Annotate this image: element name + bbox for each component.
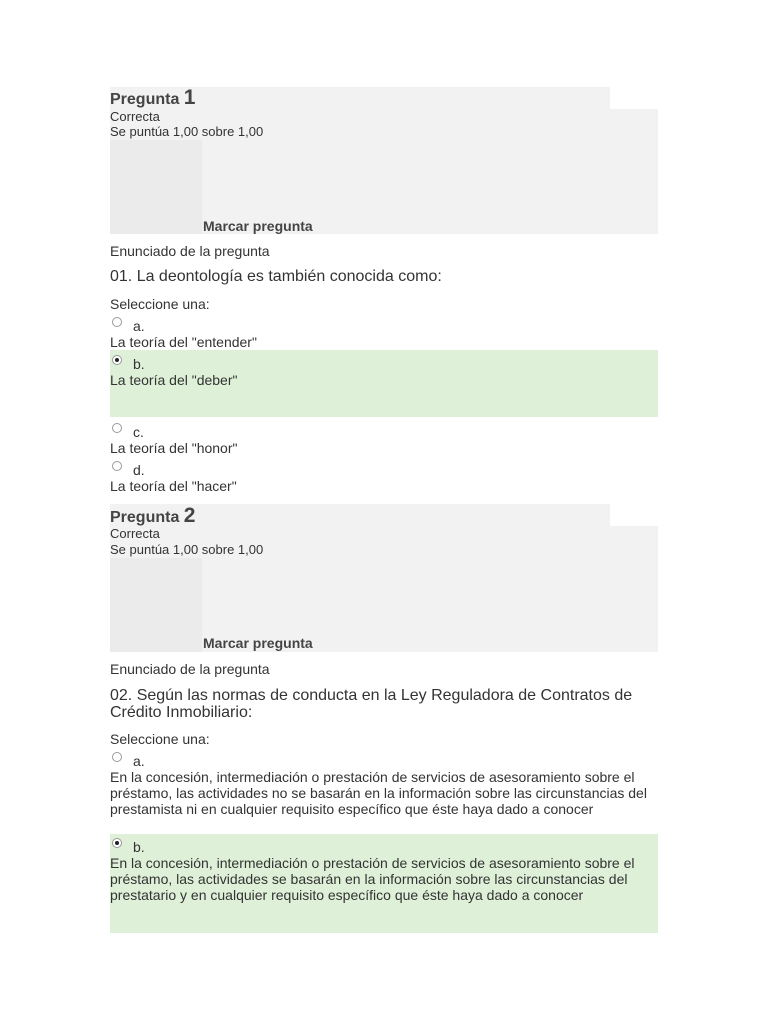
- question-info-side: [110, 558, 202, 652]
- question-score: Se puntúa 1,00 sobre 1,00: [110, 124, 264, 139]
- statement-label: Enunciado de la pregunta: [110, 661, 270, 677]
- option-text: En la concesión, intermediación o prestación de servicios de asesoramiento sobre el préstamo, las actividades se basarán en la información sobre las circunstancias del prestatario y en cualquier requisito específico que éste haya dado a conocer: [110, 855, 635, 903]
- radio-button[interactable]: [112, 317, 122, 327]
- statement-label: Enunciado de la pregunta: [110, 243, 270, 259]
- option-text: La teoría del "honor": [110, 440, 238, 456]
- option-letter: d.: [133, 462, 145, 478]
- flag-question-link[interactable]: Marcar pregunta: [203, 635, 313, 651]
- radio-button[interactable]: [112, 423, 122, 433]
- question-text: 01. La deontología es también conocida como:: [110, 268, 442, 285]
- question-title: [110, 506, 195, 528]
- question-title-word: Pregunta: [110, 91, 180, 108]
- option-letter: a.: [133, 753, 145, 769]
- select-one-label: Seleccione una:: [110, 731, 210, 747]
- option-letter: c.: [133, 424, 144, 440]
- option-text: La teoría del "deber": [110, 372, 238, 388]
- question-title-word: Pregunta: [110, 509, 180, 526]
- option-text: La teoría del "hacer": [110, 478, 237, 494]
- question-number: 1: [183, 86, 196, 109]
- radio-button-checked[interactable]: [112, 838, 122, 848]
- select-one-label: Seleccione una:: [110, 296, 210, 312]
- question-info-side: [110, 140, 202, 234]
- option-letter: b.: [133, 356, 145, 372]
- question-status: Correcta: [110, 526, 160, 541]
- question-number: 2: [183, 504, 196, 527]
- radio-button-checked[interactable]: [112, 355, 122, 365]
- option-text: La teoría del "entender": [110, 334, 257, 350]
- option-text: En la concesión, intermediación o prestación de servicios de asesoramiento sobre el préstamo, las actividades no se basarán en la información sobre las circunstancias del prestamista ni en cualquier requisito específico que éste haya dado a conocer: [110, 769, 647, 817]
- question-text: 02. Según las normas de conducta en la Ley Reguladora de Contratos de Crédito Inmobiliario:: [110, 687, 633, 721]
- radio-button[interactable]: [112, 461, 122, 471]
- option-letter: b.: [133, 839, 145, 855]
- radio-button[interactable]: [112, 752, 122, 762]
- question-title: [110, 88, 195, 110]
- question-score: Se puntúa 1,00 sobre 1,00: [110, 542, 264, 557]
- flag-question-link[interactable]: Marcar pregunta: [203, 218, 313, 234]
- option-letter: a.: [133, 318, 145, 334]
- question-status: Correcta: [110, 109, 160, 124]
